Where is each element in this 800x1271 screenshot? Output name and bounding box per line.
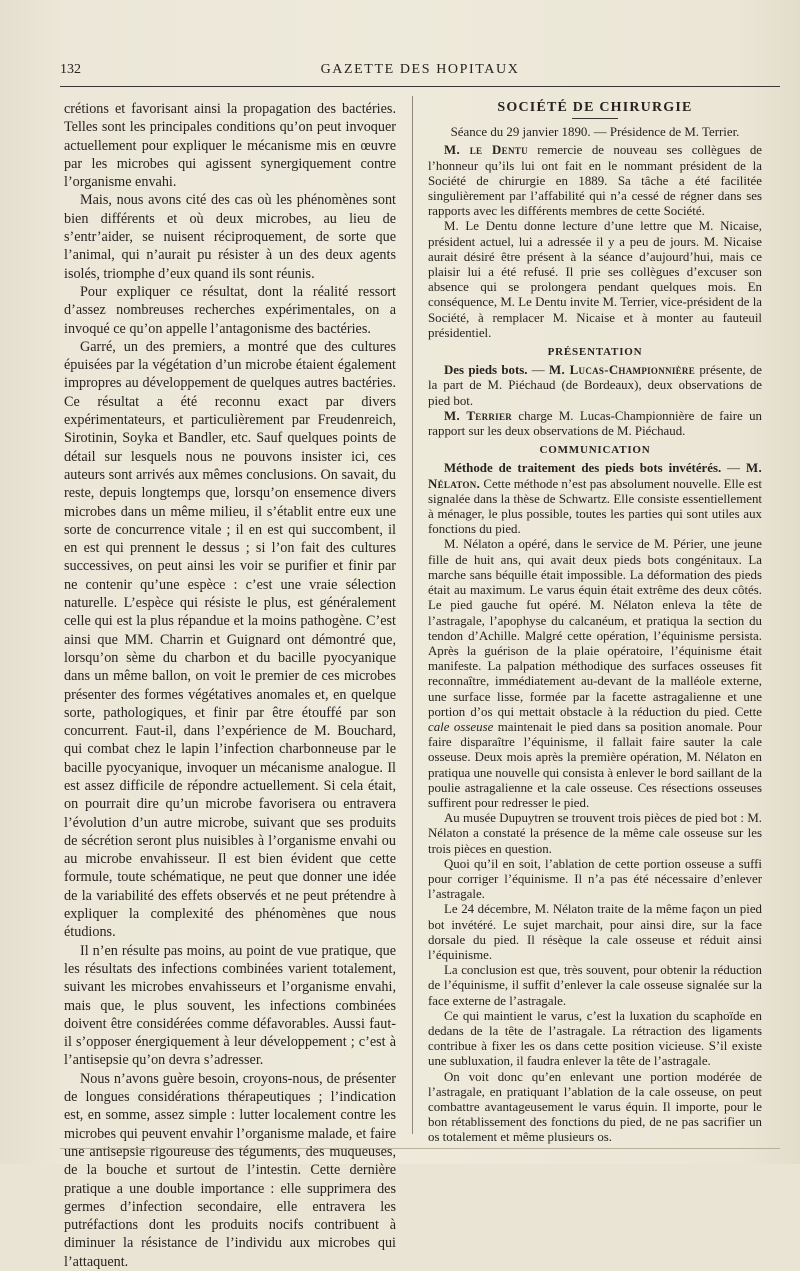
- paragraph-text: présente, de la part de M. Piéchaud (de Bordeaux), deux observations de pied bot.: [428, 363, 762, 408]
- page-number: 132: [60, 62, 81, 77]
- paragraph: Garré, un des premiers, a montré que des cultures épuisées par la végétation d’un microbe étaient également impropres au développement de quelques autres bactéries. Ce résultat a été reconnu exact par divers expérimentateurs, et particulièrement par Freudenreich, Sirotinin, Soyka et Bandler, etc. Sauf quelques points de détail sur lesquels nous ne pouvons insister ici, ces auteurs sont arrivés aux mêmes conclusions. On savait, du reste, depuis longtemps que, lorsqu’on ensemence divers microbes dans un même milieu, il s’établit entre eux une sorte de concurrence vitale ; il en est qui succombent, il en est qui prennent le dessus ; si l’on fait des cultures successives, on peut ainsi les voir se purifier et finir par ne contenir qu’une espèce : c’est une vraie sélection naturelle. L’espèce qui résiste le plus, est généralement celle qui est la plus répandue et la moins pathogène. C’est ainsi que MM. Charrin et Guignard ont démontré que, lorsqu’on sème du charbon et du bacille pyocyanique dans un même ballon, on voit le premier de ces microbes présenter des formes végétatives anomales et, en quelque sorte, pathologiques, et finir par être étouffé par son concurrent. Faut-il, dans l’expérience de M. Bouchard, qui combat chez le lapin l’infection charbonneuse par le bacille pyocyanique, invoquer un mécanisme analogue. Il est assez difficile de répondre actuellement. Si cela était, on pourrait dire qu’un microbe favorisera ou entravera l’évolution d’un autre microbe, suivant que ses produits de sécrétion seront plus nuisibles à l’organisme envahi ou au microbe envahisseur. Il est bien évident que cette formule, toute schématique, ne peut que donner une idée de la variabilité des effets observés et ne peut prétendre à expliquer la complexité des phénomènes que nous étudions.: [64, 338, 396, 941]
- speaker-name: M. Terrier: [444, 408, 513, 423]
- speaker-name: M. Nélaton.: [428, 461, 762, 491]
- paragraph: Mais, nous avons cité des cas où les phénomènes sont bien différents et où deux microbes, au lieu de s’entr’aider, se nuisent réciproquement, de sorte que l’animal, qui n’aurait pu résister à un des deux agents isolés, triomphe d’eux quand ils sont réunis.: [64, 192, 396, 282]
- dash: —: [721, 461, 746, 476]
- italic-term: cale osseuse: [428, 719, 494, 734]
- running-title: GAZETTE DES HOPITAUX: [320, 62, 520, 77]
- speaker-name: M. le Dentu: [444, 143, 528, 158]
- paragraph: Le 24 décembre, M. Nélaton traite de la même façon un pied bot invétéré. Le sujet marchait, pour ainsi dire, sur la face dorsale du pied. Il résèque la cale osseuse et réduit ainsi l’équinisme.: [428, 902, 762, 962]
- paragraph: [428, 409, 762, 439]
- paragraph: On voit donc qu’en enlevant une portion modérée de l’astragale, en pratiquant l’ablation de la cale osseuse, on peut combattre avantageusement le varus équin. Il importe, pour le bon rétablissement des fonctions du pied, de ne pas sacrifier un os totalement et même plusieurs os.: [428, 1069, 762, 1145]
- paragraph-text: M. Nélaton a opéré, dans le service de M. Périer, une jeune fille de huit ans, qui avait deux pieds bots congénitaux. La marche sans béquille était impossible. La déformation des pieds était au maximum. Le varus équin était extrême des deux côtés. Le pied gauche fut opéré. M. Nélaton enleva la tête de l’astragale, l’apophyse du calcanéum, et pratiqua la section du tendon d’Achille. Malgré cette opération, l’équinisme persista. Après la guérison de la plaie opératoire, l’équinisme était manifeste. La palpation méthodique des surfaces osseuses fit reconnaître, immédiatement au-devant de la malléole externe, une surface lisse, formée par la facette astragalienne et une portion d’os qui mettait obstacle à la réduction du pied. Cette: [428, 537, 762, 719]
- paragraph: [428, 363, 762, 409]
- communication-heading: COMMUNICATION: [539, 444, 651, 457]
- paragraph: Pour expliquer ce résultat, dont la réalité ressort d’assez nombreuses recherches expérimentales, on a invoqué ce qu’on appelle l’antagonisme des bactéries.: [64, 283, 396, 337]
- session-line: Séance du 29 janvier 1890. — Présidence de M. Terrier.: [450, 125, 740, 140]
- column-divider: [412, 96, 413, 1134]
- paragraph-text: Cette méthode n’est pas absolument nouvelle. Elle est signalée dans la thèse de Schwartz. Elle consiste essentiellement à ménager, le plus possible, toutes les parties qui sont utiles aux fonctions du pied.: [428, 476, 762, 537]
- presentation-heading: PRÉSENTATION: [547, 346, 643, 359]
- header-rule: [60, 86, 780, 87]
- paragraph: [428, 537, 762, 811]
- section-title: SOCIÉTÉ DE CHIRURGIE: [497, 100, 693, 115]
- left-column: [64, 100, 396, 1271]
- paragraph: Quoi qu’il en soit, l’ablation de cette portion osseuse a suffi pour corriger l’équinisme. Il n’a pas été nécessaire d’enlever l’astragale.: [428, 856, 762, 902]
- paragraph: La conclusion est que, très souvent, pour obtenir la réduction de l’équinisme, il suffit d’enlever la cale osseuse signalée sur la face externe de l’astragale.: [428, 963, 762, 1008]
- topic-heading: Méthode de traitement des pieds bots invétérés.: [444, 461, 722, 476]
- paragraph: Il n’en résulte pas moins, au point de vue pratique, que les résultats des infections combinées varient totalement, suivant les microbes envahisseurs et l’organisme envahi, mais que, le plus souvent, les infections combinées doivent être considérées comme défavorables. Aussi faut-il s’opposer énergiquement à leur développement ; c’est à l’antisepsie qu’on devra s’adresser.: [64, 942, 396, 1069]
- paragraph: crétions et favorisant ainsi la propagation des bactéries. Telles sont les principales conditions qu’on peut invoquer actuellement pour expliquer le mécanisme mis en œuvre par les microbes qui agissent synergiquement contre l’organisme envahi.: [64, 101, 396, 191]
- paragraph-text: remercie de nouveau ses collègues de l’honneur qu’ils lui ont fait en le nommant président de la Société de chirurgie en 1889. Sa tâche a été facilitée singulièrement par l’affabilité qui n’a cessé de régner dans ses rapports avec les différents membres de cette Société.: [428, 143, 762, 219]
- paragraph-text: charge M. Lucas-Championnière de faire un rapport sur les deux observations de M. Piéchaud.: [428, 408, 762, 439]
- paragraph: [428, 461, 762, 537]
- topic-heading: Des pieds bots.: [444, 363, 528, 378]
- page-header: [60, 62, 780, 82]
- paragraph-text: maintenait le pied dans sa position anomale. Pour faire disparaître l’équinisme, il fallait faire sauter la cale osseuse. Deux mois après la première opération, M. Nélaton en pratiqua une nouvelle qui consista à enlever le bord saillant de la poulie astragalienne et la cale osseuse. Ces résections osseuses suffirent pour redresser le pied.: [428, 719, 762, 810]
- paragraph: Nous n’avons guère besoin, croyons-nous, de présenter de longues considérations thérapeutiques ; l’indication est, en somme, assez simple : lutter localement contre les microbes qui peuvent envahir l’organisme malade, et faire une antisepsie rigoureuse des téguments, des muqueuses, de la bouche et surtout de l’intestin. Cette dernière pratique a une double importance : elle supprimera des germes d’infection secondaire, elle entravera les putréfactions dont les produits nocifs contribuent à diminuer la résistance de l’individu aux microbes qui l’attaquent.: [64, 1070, 396, 1270]
- speaker-name: M. Lucas-Championnière: [549, 363, 696, 378]
- paragraph: Au musée Dupuytren se trouvent trois pièces de pied bot : M. Nélaton a constaté la présence de la même cale osseuse sur les trois pièces en question.: [428, 811, 762, 856]
- title-rule: [572, 118, 618, 119]
- footer-rule: [60, 1148, 780, 1149]
- paragraph: M. Le Dentu donne lecture d’une lettre que M. Nicaise, président actuel, lui a adressée il y a peu de jours. M. Nicaise aurait désiré être présent à la séance d’aujourd’hui, mais ce plaisir lui a été refusé. Il prie ses collègues d’excuser son absence qui se prolongera pendant quelques mois. En conséquence, M. Le Dentu invite M. Terrier, vice-président de la Société, à remplacer M. Nicaise et à monter au fauteuil présidentiel.: [428, 219, 762, 340]
- right-column: [428, 100, 762, 1146]
- dash: —: [527, 363, 550, 378]
- paragraph: Ce qui maintient le varus, c’est la luxation du scaphoïde en dedans de la tête de l’astragale. La rétraction des ligaments contribue à fixer les os dans cette position vicieuse. S’il existe une subluxation, il faudra enlever la tête de l’astragale.: [428, 1008, 762, 1069]
- paragraph: [428, 143, 762, 219]
